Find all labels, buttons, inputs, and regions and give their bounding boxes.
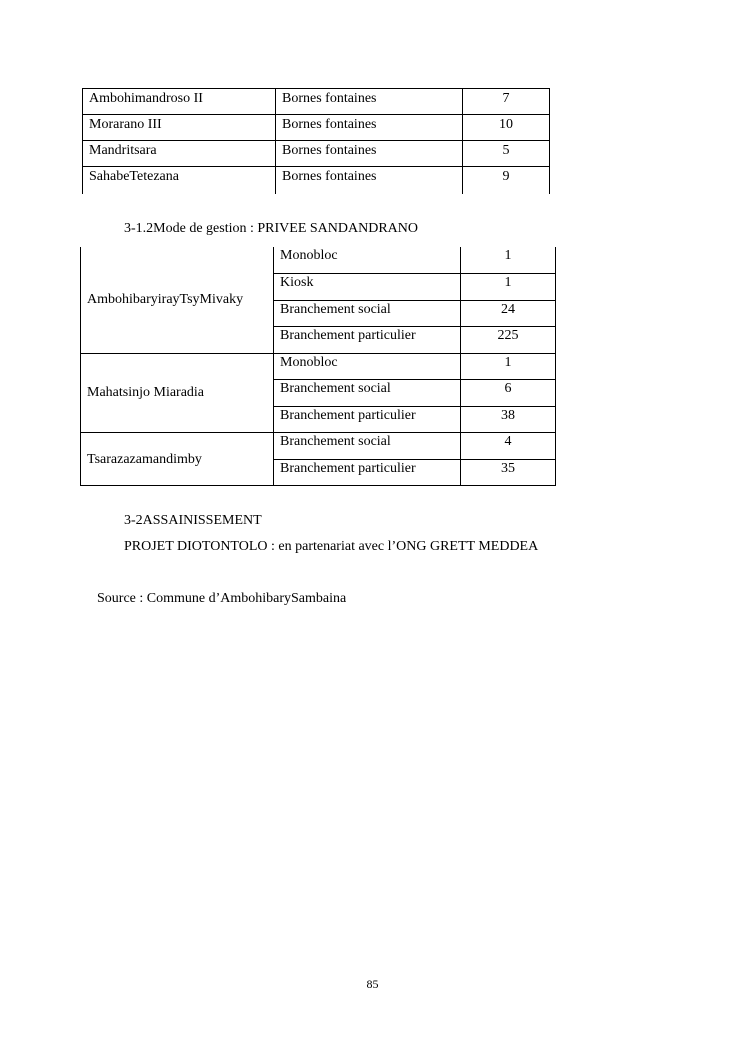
location-cell: Mandritsara bbox=[83, 141, 276, 167]
count-cell: 1 bbox=[461, 353, 556, 380]
count-cell: 9 bbox=[463, 167, 550, 194]
type-cell: Branchement particulier bbox=[274, 406, 461, 433]
location-cell: Tsarazazamandimby bbox=[81, 433, 274, 486]
count-cell: 6 bbox=[461, 380, 556, 407]
location-cell: AmbohibaryirayTsyMivaky bbox=[81, 247, 274, 353]
table-row bbox=[81, 433, 556, 460]
type-cell: Bornes fontaines bbox=[276, 89, 463, 115]
page-number: 85 bbox=[366, 977, 379, 991]
type-cell: Branchement particulier bbox=[274, 459, 461, 486]
count-cell: 35 bbox=[461, 459, 556, 486]
count-cell: 225 bbox=[461, 327, 556, 354]
count-cell: 10 bbox=[463, 115, 550, 141]
type-cell: Branchement social bbox=[274, 433, 461, 460]
table-row bbox=[83, 141, 550, 167]
count-cell: 7 bbox=[463, 89, 550, 115]
type-cell: Branchement particulier bbox=[274, 327, 461, 354]
location-cell: Mahatsinjo Miaradia bbox=[81, 353, 274, 433]
section-heading-management-mode: 3-1.2Mode de gestion : PRIVEE SANDANDRANO bbox=[124, 221, 418, 236]
table-row bbox=[81, 353, 556, 380]
count-cell: 38 bbox=[461, 406, 556, 433]
project-line: PROJET DIOTONTOLO : en partenariat avec l’ONG GRETT MEDDEA bbox=[124, 539, 539, 554]
table-row bbox=[83, 115, 550, 141]
type-cell: Monobloc bbox=[274, 353, 461, 380]
table-row bbox=[81, 247, 556, 274]
table-row bbox=[83, 89, 550, 115]
location-cell: Ambohimandroso II bbox=[83, 89, 276, 115]
count-cell: 24 bbox=[461, 300, 556, 327]
water-points-table bbox=[82, 88, 550, 194]
table-row bbox=[83, 167, 550, 194]
type-cell: Bornes fontaines bbox=[276, 141, 463, 167]
type-cell: Kiosk bbox=[274, 274, 461, 301]
location-cell: Morarano III bbox=[83, 115, 276, 141]
location-cell: SahabeTetezana bbox=[83, 167, 276, 194]
count-cell: 1 bbox=[461, 247, 556, 274]
source-line: Source : Commune d’AmbohibarySambaina bbox=[97, 591, 347, 606]
count-cell: 5 bbox=[463, 141, 550, 167]
type-cell: Bornes fontaines bbox=[276, 167, 463, 194]
count-cell: 4 bbox=[461, 433, 556, 460]
type-cell: Branchement social bbox=[274, 300, 461, 327]
type-cell: Monobloc bbox=[274, 247, 461, 274]
count-cell: 1 bbox=[461, 274, 556, 301]
section-heading-sanitation: 3-2ASSAINISSEMENT bbox=[124, 513, 262, 528]
private-management-table bbox=[80, 247, 556, 486]
type-cell: Bornes fontaines bbox=[276, 115, 463, 141]
type-cell: Branchement social bbox=[274, 380, 461, 407]
